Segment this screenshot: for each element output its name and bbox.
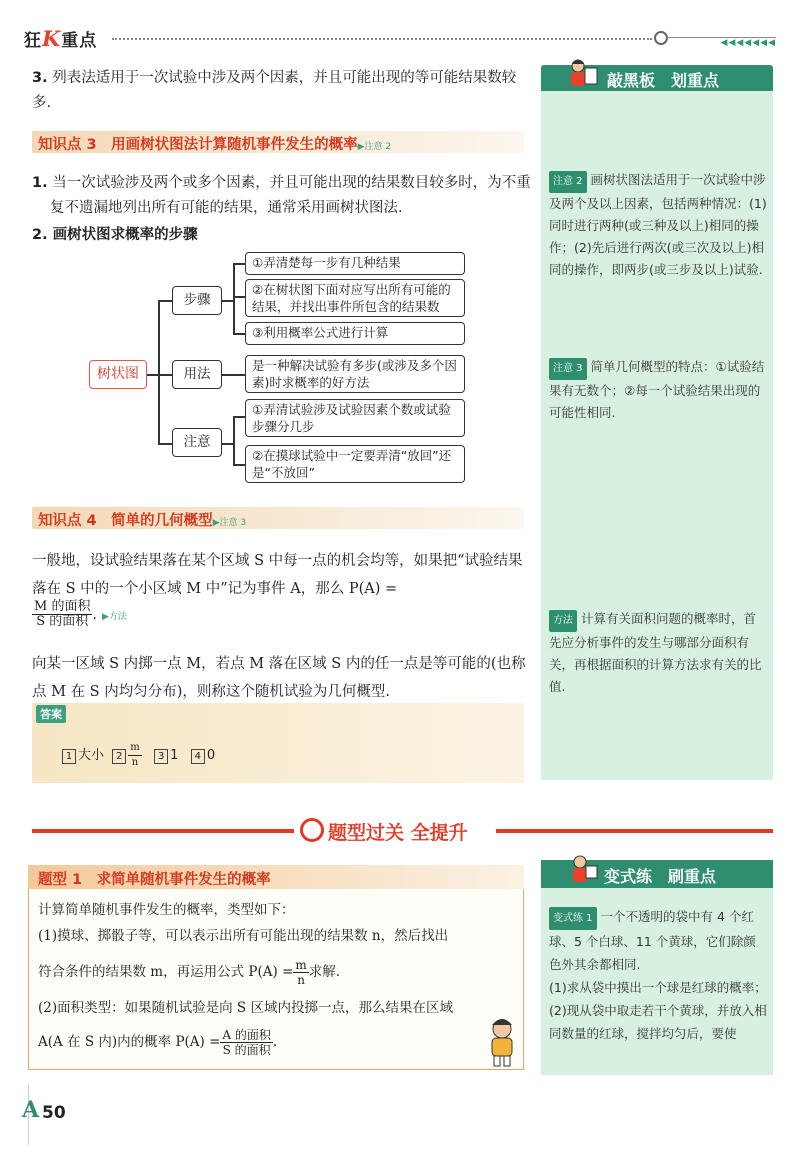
section-banner-title: 题型过关 全提升 bbox=[328, 822, 468, 844]
leaf-note-2: ②在摸球试验中一定要弄清“放回”还是“不放回” bbox=[245, 445, 465, 483]
type1-line-5: A(A 在 S 内)内的概率 P(A) = $\frac{\text{A 的面积}}{\text{S 的面积}}$ . bbox=[38, 1028, 278, 1057]
method-text: 计算有关面积问题的概率时，首先应分析事件的发生与哪部分面积有关，再根据面积的计算方法求有关的比值. bbox=[549, 611, 762, 694]
method-tag: 方法 bbox=[549, 610, 577, 632]
kp4-formula: $\frac{\text{M 的面积}}{\text{S 的面积}}$ . ▶方法 bbox=[34, 599, 127, 629]
kp3-item-2: 2. 画树状图求概率的步骤 bbox=[32, 227, 198, 243]
brand-logo: 狂K重点 bbox=[24, 26, 98, 51]
sidebar-note-2 bbox=[549, 169, 767, 281]
kp3-note: ▶注意 2 bbox=[357, 142, 392, 152]
type1-line-3: 符合条件的结果数 m，再运用公式 P(A) = $\frac{m}{n}$ 求解. bbox=[38, 958, 341, 987]
exercise-title: 变式练 刷重点 bbox=[604, 867, 717, 886]
note-3-tag: 注意 3 bbox=[549, 358, 587, 380]
type1-line-1: 计算简单随机事件发生的概率，类型如下： bbox=[38, 902, 295, 918]
kp3-title: 知识点 3 用画树状图法计算随机事件发生的概率 bbox=[38, 137, 358, 153]
banner-line-left bbox=[32, 829, 294, 833]
kp4-paragraph-1: 一般地，设试验结果落在某个区域 S 中每一点的机会均等，如果把“试验结果落在 S 中的一个小区域 M 中”记为事件 A，那么 P(A) = bbox=[32, 553, 523, 597]
sidebar-method bbox=[549, 608, 767, 698]
branch-usage: 用法 bbox=[172, 360, 222, 389]
exercise-text-1: 一个不透明的袋中有 4 个红球、5 个白球、11 个黄球，它们除颜色外其余都相同. bbox=[549, 909, 756, 972]
leaf-usage: 是一种解决试验有多步(或涉及多个因素)时求概率的好方法 bbox=[245, 355, 465, 393]
tree-connector bbox=[158, 443, 172, 445]
kp4-method-tag: ▶方法 bbox=[102, 612, 127, 622]
tree-connector bbox=[233, 416, 245, 418]
kp4-heading bbox=[38, 509, 246, 530]
note-3-text: 简单几何概型的特点：①试验结果有无数个；②每一个试验结果出现的可能性相同. bbox=[549, 359, 765, 420]
exercise-tag: 变式练 1 bbox=[549, 907, 597, 930]
header-triangles: ◀◀◀◀◀◀◀ bbox=[720, 38, 776, 48]
answer-tag: 答案 bbox=[36, 705, 66, 723]
leaf-step-1: ①弄清楚每一步有几种结果 bbox=[245, 252, 465, 275]
student-icon bbox=[566, 852, 600, 886]
kp4-title: 知识点 4 简单的几何概型 bbox=[38, 513, 213, 529]
student-cartoon-icon bbox=[478, 1015, 522, 1067]
tree-connector bbox=[233, 296, 245, 298]
tree-connector bbox=[158, 300, 172, 302]
type1-title: 题型 1 求简单随机事件发生的概率 bbox=[38, 872, 271, 888]
leaf-note-1: ①弄清试验涉及试验因素个数或试验步骤分几步 bbox=[245, 399, 465, 437]
tree-connector bbox=[233, 263, 235, 334]
type1-line-4: (2)面积类型：如果随机试验是向 S 区域内投掷一点，那么结果在区域 bbox=[38, 1000, 453, 1016]
exercise-text-3: (2)现从袋中取走若干个黄球，并放入相同数量的红球，搅拌均匀后，要使 bbox=[549, 1003, 767, 1041]
note-2-tag: 注意 2 bbox=[549, 171, 587, 193]
kp4-paragraph-2: 向某一区域 S 内掷一点 M，若点 M 落在区域 S 内的任一点是等可能的(也称点 M 在 S 内均匀分布)，则称这个随机试验为几何概型. bbox=[32, 656, 526, 700]
teacher-icon bbox=[566, 56, 600, 90]
page-letter: A bbox=[22, 1097, 40, 1123]
leaf-step-3: ③利用概率公式进行计算 bbox=[245, 322, 465, 345]
header-ring-icon bbox=[654, 31, 668, 45]
page-number: 50 bbox=[42, 1103, 66, 1123]
tree-connector bbox=[233, 263, 245, 265]
kp3-item-1: 1. 当一次试验涉及两个或多个因素，并且可能出现的结果数目较多时，为不重复不遗漏地列出所有可能的结果，通常采用画树状图法. bbox=[32, 175, 531, 216]
tree-connector bbox=[233, 416, 235, 464]
kp4-frac-num: M 的面积 bbox=[34, 599, 91, 614]
leaf-step-2: ②在树状图下面对应写出所有可能的结果，并找出事件所包含的结果数 bbox=[245, 279, 465, 317]
sidebar-title: 敲黑板 划重点 bbox=[607, 71, 720, 90]
tree-connector bbox=[222, 374, 245, 376]
tree-connector bbox=[158, 374, 172, 376]
tree-connector bbox=[233, 333, 245, 335]
exercise-body bbox=[549, 905, 767, 1045]
type1-line-2: (1)摸球、掷骰子等，可以表示出所有可能出现的结果数 n，然后找出 bbox=[38, 928, 449, 944]
branch-notes: 注意 bbox=[172, 428, 222, 457]
header-dotted-line bbox=[112, 38, 652, 40]
sidebar-note-3 bbox=[549, 356, 767, 424]
kp4-frac-den: S 的面积 bbox=[36, 614, 89, 629]
banner-line-right bbox=[496, 829, 773, 833]
exercise-text-2: (1)求从袋中摸出一个球是红球的概率； bbox=[549, 980, 767, 995]
intro-item-3: 3. 列表法适用于一次试验中涉及两个因素，并且可能出现的等可能结果数较多. bbox=[32, 70, 517, 111]
kp4-note: ▶注意 3 bbox=[212, 518, 247, 528]
note-2-text: 画树状图法适用于一次试验中涉及两个及以上因素，包括两种情况：(1)同时进行两种(或三种及以上)相同的操作；(2)先后进行两次(或三次及以上)相同的操作，即两步(或三步及以上)试验. bbox=[549, 172, 767, 277]
tree-root: 树状图 bbox=[89, 360, 147, 389]
tree-connector bbox=[158, 300, 160, 443]
branch-steps: 步骤 bbox=[172, 286, 222, 315]
tree-connector bbox=[233, 464, 245, 466]
kp3-heading bbox=[38, 133, 391, 154]
answer-list: 1 大小 2 $\frac{m}{n}$ 3 1 4 0 bbox=[62, 741, 215, 770]
spiral-icon bbox=[300, 818, 324, 842]
